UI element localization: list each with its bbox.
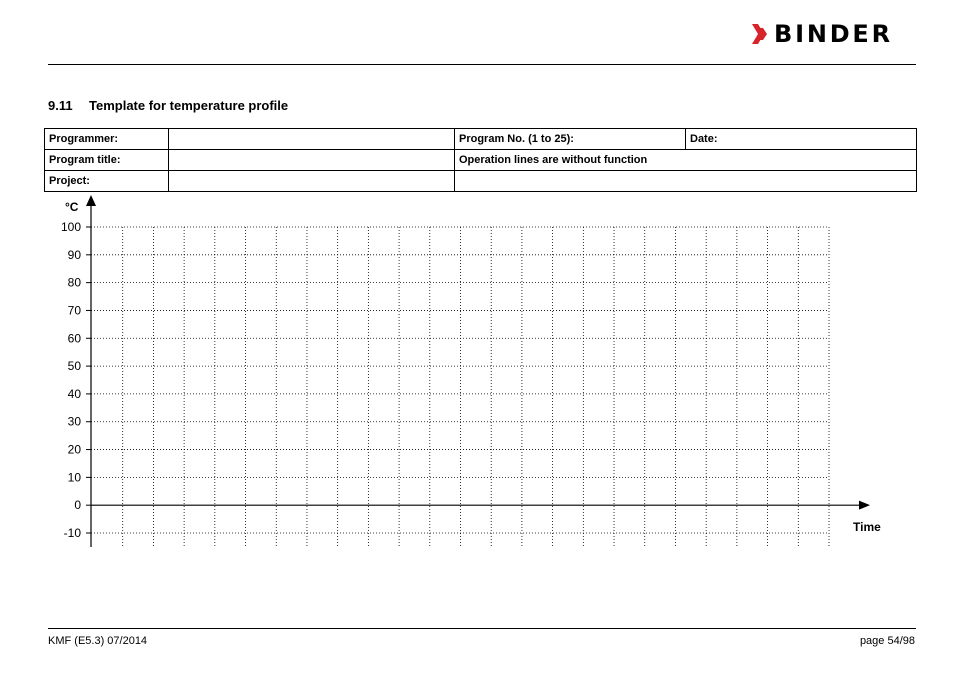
y-tick-label: 60 <box>67 331 81 346</box>
program-no-label: Program No. (1 to 25): <box>455 129 686 150</box>
y-tick-label: -10 <box>63 526 81 540</box>
section-title: Template for temperature profile <box>89 98 289 113</box>
y-axis-label: °C <box>65 200 79 214</box>
section-number: 9.11 <box>48 98 73 113</box>
y-tick-label: 40 <box>67 386 81 401</box>
footer-page-number: page 54/98 <box>859 635 915 647</box>
x-axis-arrow-icon <box>859 501 870 510</box>
y-tick-label: 50 <box>67 359 81 374</box>
y-tick-label: 30 <box>67 414 81 429</box>
y-tick-label: 100 <box>60 220 81 234</box>
y-tick-label: 90 <box>67 247 81 262</box>
y-tick-label: 10 <box>67 470 81 485</box>
program-title-label: Program title: <box>45 150 169 171</box>
operation-lines-note: Operation lines are without function <box>455 150 917 171</box>
programmer-label: Programmer: <box>45 129 169 150</box>
y-axis-arrow-icon <box>86 195 96 206</box>
x-axis-label: Time <box>853 520 881 535</box>
y-tick-label: 70 <box>67 303 81 318</box>
y-tick-label: 0 <box>74 498 81 513</box>
footer-doc-id: KMF (E5.3) 07/2014 <box>48 635 148 647</box>
y-tick-label: 20 <box>67 442 81 457</box>
y-tick-label: 80 <box>67 275 81 290</box>
footer-divider <box>48 628 916 629</box>
date-label: Date: <box>686 129 917 150</box>
project-label: Project: <box>45 171 169 192</box>
logo-wordmark: BINDER <box>774 20 893 48</box>
